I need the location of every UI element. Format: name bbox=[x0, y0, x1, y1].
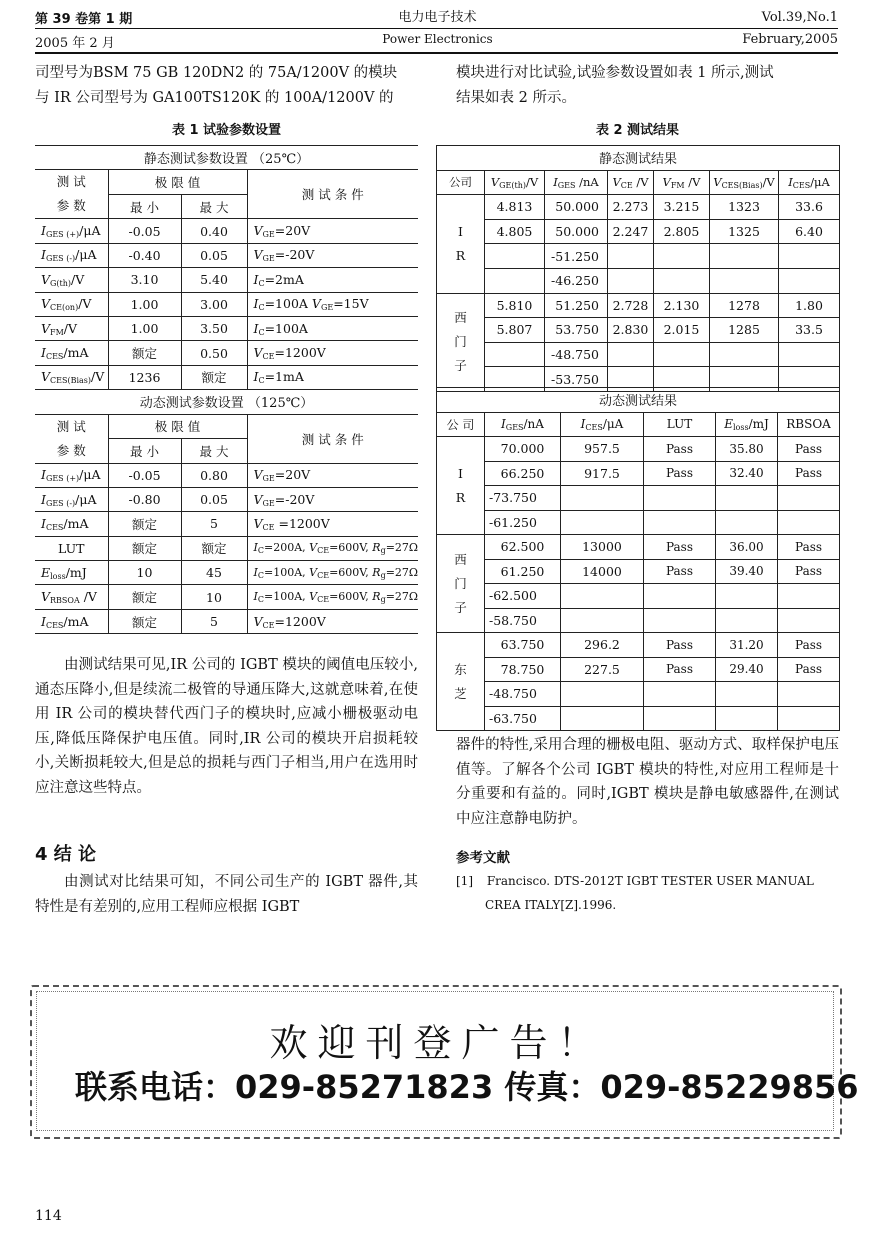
table2-value-cell bbox=[716, 682, 778, 707]
table1-min-cell: -0.80 bbox=[108, 487, 181, 511]
table2-value-cell: 14000 bbox=[561, 559, 644, 584]
table1-header-param: 测 试 bbox=[35, 414, 108, 439]
table2-header-cell: RBSOA bbox=[778, 412, 840, 437]
table1-cond-cell: $I_C=100A$, $V_{CE}=600V$, $R_g=27\Omega$ bbox=[247, 561, 418, 585]
page-number: 114 bbox=[35, 1208, 62, 1224]
table2-value-cell: 917.5 bbox=[561, 461, 644, 486]
table2-value-cell bbox=[608, 342, 654, 367]
table2-value-cell bbox=[561, 608, 644, 633]
right-body bbox=[456, 733, 839, 831]
table2-value-cell bbox=[485, 268, 545, 293]
table2-value-cell: 4.805 bbox=[485, 219, 545, 244]
table1-section-title: 动态测试参数设置 （125℃） bbox=[35, 390, 418, 414]
table2-value-cell bbox=[778, 486, 840, 511]
table2-value-cell: 50.000 bbox=[545, 219, 608, 244]
table1-max-cell: 0.05 bbox=[181, 487, 247, 511]
table2-value-cell bbox=[561, 706, 644, 731]
section-4-paragraph: 由测试对比结果可知，不同公司生产的 IGBT 器件,其特性是有差别的,应用工程师应根据 IGBT bbox=[35, 874, 418, 915]
table2-static-header-row bbox=[437, 170, 840, 195]
table2-dynamic-row bbox=[437, 535, 840, 560]
table2-value-cell: 1323 bbox=[710, 195, 779, 220]
table1-min-cell: -0.05 bbox=[108, 463, 181, 487]
table2-value-cell bbox=[710, 244, 779, 269]
table1-header-min: 最 小 bbox=[108, 439, 181, 464]
table2-value-cell: 33.6 bbox=[779, 195, 840, 220]
reference-line-2: CREA ITALY[Z].1996. bbox=[485, 898, 617, 912]
table1-param-cell: $V_{CES(Bias)}/V$ bbox=[35, 365, 108, 389]
table2-static-row bbox=[437, 293, 840, 318]
journal-date: 2005 年 2 月 bbox=[35, 36, 115, 51]
table1-cond-cell: $I_C=100A$ bbox=[247, 316, 418, 340]
table1-param-cell: $I_{GES (+)}/\mu A$ bbox=[35, 463, 108, 487]
table1-param-cell: $V_{CE(on)}/V$ bbox=[35, 292, 108, 316]
header-rule-thick bbox=[35, 52, 838, 54]
table1-max-cell: 3.00 bbox=[181, 292, 247, 316]
table2-value-cell: 296.2 bbox=[561, 633, 644, 658]
left-body-paragraph: 由测试结果可见,IR 公司的 IGBT 模块的阈值电压较小,通态压降小,但是续流二极管的导通压降大,这就意味着,在使用 IR 公司的模块替代西门子的模块时,应减小栅极驱动电压,降低压降保护电压值。同时,IR 公司的模块开启损耗较小,关断损耗较大,但是总的损耗与西门子相当,用户在选用时应注意这些特点。 bbox=[35, 657, 418, 796]
table1-cond-cell: $V_{CE} =1200V$ bbox=[247, 512, 418, 536]
table1-cond-cell: $I_C=100A$, $V_{CE}=600V$, $R_g=27\Omega$ bbox=[247, 585, 418, 609]
table1-max-cell: 额定 bbox=[181, 365, 247, 389]
table2-header-cell: $I_{GES}$ /nA bbox=[545, 170, 608, 195]
table1-row bbox=[35, 463, 418, 487]
table1-row bbox=[35, 536, 418, 560]
table1-row bbox=[35, 365, 418, 389]
table1-min-cell: -0.05 bbox=[108, 219, 181, 243]
table2-dynamic-row bbox=[437, 559, 840, 584]
table2-value-cell bbox=[710, 342, 779, 367]
table1-cond-cell: $V_{GE}=-20V$ bbox=[247, 243, 418, 267]
table2-value-cell: Pass bbox=[778, 657, 840, 682]
table2-value-cell: 227.5 bbox=[561, 657, 644, 682]
table2-value-cell bbox=[485, 244, 545, 269]
table1-header-param: 参 数 bbox=[35, 194, 108, 219]
table2-value-cell: 39.40 bbox=[716, 559, 778, 584]
table2-value-cell bbox=[716, 706, 778, 731]
table2-value-cell bbox=[561, 486, 644, 511]
table1-max-cell: 5 bbox=[181, 512, 247, 536]
table1-param-cell: $I_{GES (+)}/\mu A$ bbox=[35, 219, 108, 243]
table2-value-cell bbox=[779, 268, 840, 293]
table1-max-cell: 额定 bbox=[181, 536, 247, 560]
table2-dynamic-row bbox=[437, 657, 840, 682]
table2-dynamic-results bbox=[436, 387, 840, 731]
right-intro-line-1: 模块进行对比试验,试验参数设置如表 1 所示,测试 bbox=[456, 65, 774, 81]
table1-param-cell: $V_{RBSOA}$ /V bbox=[35, 585, 108, 609]
table2-value-cell: 2.015 bbox=[654, 318, 710, 343]
table2-value-cell: 1278 bbox=[710, 293, 779, 318]
table2-company-cell: I R bbox=[437, 195, 485, 293]
table2-dynamic-title: 动态测试结果 bbox=[437, 388, 840, 413]
table2-value-cell: 2.728 bbox=[608, 293, 654, 318]
table2-value-cell bbox=[778, 682, 840, 707]
table1-header-row bbox=[35, 414, 418, 439]
table1-cond-cell: $I_C=100A$ $V_{GE}=15V$ bbox=[247, 292, 418, 316]
table1-max-cell: 5.40 bbox=[181, 268, 247, 292]
table2-dynamic-row bbox=[437, 633, 840, 658]
table1-row bbox=[35, 609, 418, 633]
table2-value-cell bbox=[644, 706, 716, 731]
table2-value-cell: 31.20 bbox=[716, 633, 778, 658]
table2-value-cell bbox=[654, 268, 710, 293]
table1-param-cell: $V_{G(th)}/V$ bbox=[35, 268, 108, 292]
table2-value-cell: 5.807 bbox=[485, 318, 545, 343]
table2-dynamic-row bbox=[437, 682, 840, 707]
table2-static-row bbox=[437, 268, 840, 293]
table1-section-title: 静态测试参数设置 （25℃） bbox=[35, 146, 418, 170]
table2-value-cell bbox=[608, 268, 654, 293]
table2-static-body bbox=[437, 146, 840, 392]
table2-value-cell bbox=[654, 244, 710, 269]
table2-header-cell: $I_{GES}/nA$ bbox=[485, 412, 561, 437]
table1-header-min: 最 小 bbox=[108, 194, 181, 219]
table1-param-cell: $V_{FM}/V$ bbox=[35, 316, 108, 340]
reference-line-1: Francisco. DTS-2012T IGBT TESTER USER MANUAL bbox=[486, 874, 814, 888]
table2-value-cell: 53.750 bbox=[545, 318, 608, 343]
table2-value-cell: 2.130 bbox=[654, 293, 710, 318]
table2-value-cell bbox=[716, 608, 778, 633]
table1-param-cell: $E_{loss}/mJ$ bbox=[35, 561, 108, 585]
table2-header-cell: 公司 bbox=[437, 170, 485, 195]
table2-value-cell: Pass bbox=[778, 461, 840, 486]
section-4-body bbox=[35, 870, 418, 919]
table2-value-cell: Pass bbox=[778, 559, 840, 584]
table2-header-cell: $V_{CES(Bias)}/V$ bbox=[710, 170, 779, 195]
table2-value-cell bbox=[644, 682, 716, 707]
table2-value-cell bbox=[778, 584, 840, 609]
table2-value-cell bbox=[485, 342, 545, 367]
table2-dynamic-row bbox=[437, 486, 840, 511]
table1-header-row bbox=[35, 170, 418, 195]
table2-dynamic-header-row bbox=[437, 412, 840, 437]
table1-cond-cell: $V_{CE}=1200V$ bbox=[247, 609, 418, 633]
table2-value-cell: 33.5 bbox=[779, 318, 840, 343]
table2-value-cell bbox=[561, 510, 644, 535]
table2-value-cell: 51.250 bbox=[545, 293, 608, 318]
table2-value-cell bbox=[716, 584, 778, 609]
table2-value-cell: 32.40 bbox=[716, 461, 778, 486]
table2-value-cell: 1325 bbox=[710, 219, 779, 244]
right-intro-line-2: 结果如表 2 所示。 bbox=[456, 89, 576, 106]
table2-value-cell: 13000 bbox=[561, 535, 644, 560]
table2-value-cell: 61.250 bbox=[485, 559, 561, 584]
table1-header-cond: 测 试 条 件 bbox=[247, 170, 418, 219]
table1-row bbox=[35, 316, 418, 340]
table2-dynamic-row bbox=[437, 608, 840, 633]
left-intro-line-1: 司型号为BSM 75 GB 120DN2 的 75A/1200V 的模块 bbox=[35, 65, 398, 81]
table2-company-cell: 西 门 子 bbox=[437, 293, 485, 391]
table2-dynamic-row bbox=[437, 706, 840, 731]
table2-company-cell: 东 芝 bbox=[437, 633, 485, 731]
table1-caption: 表 1 试验参数设置 bbox=[171, 123, 282, 138]
table2-static-row bbox=[437, 318, 840, 343]
table2-value-cell: 2.247 bbox=[608, 219, 654, 244]
table2-value-cell: -63.750 bbox=[485, 706, 561, 731]
table1-min-cell: 3.10 bbox=[108, 268, 181, 292]
table2-value-cell: Pass bbox=[778, 535, 840, 560]
table2-value-cell bbox=[710, 268, 779, 293]
table2-value-cell: 35.80 bbox=[716, 437, 778, 462]
reference-item bbox=[456, 869, 841, 917]
advertisement-headline: 欢迎刊登广告！ bbox=[269, 1021, 606, 1065]
table2-value-cell bbox=[654, 342, 710, 367]
table1-max-cell: 45 bbox=[181, 561, 247, 585]
table2-header-cell: LUT bbox=[644, 412, 716, 437]
left-intro bbox=[35, 61, 418, 110]
table2-header-cell: $V_{FM}$ /V bbox=[654, 170, 710, 195]
table1-param-cell: $I_{GES (-)}/\mu A$ bbox=[35, 487, 108, 511]
table2-static-row bbox=[437, 342, 840, 367]
table1-cond-cell: $I_C=2mA$ bbox=[247, 268, 418, 292]
table1-param-cell: $I_{CES}/mA$ bbox=[35, 512, 108, 536]
journal-date-en: February,2005 bbox=[742, 32, 838, 47]
table1-row bbox=[35, 585, 418, 609]
table2-value-cell bbox=[778, 608, 840, 633]
table1-min-cell: 额定 bbox=[108, 585, 181, 609]
table2-value-cell: 29.40 bbox=[716, 657, 778, 682]
table2-static-title-row bbox=[437, 146, 840, 171]
table1-row bbox=[35, 219, 418, 243]
table2-static-title: 静态测试结果 bbox=[437, 146, 840, 171]
table1-min-cell: 1.00 bbox=[108, 292, 181, 316]
table2-static-row bbox=[437, 195, 840, 220]
table1-max-cell: 5 bbox=[181, 609, 247, 633]
reference-number: [1] bbox=[456, 874, 473, 888]
table2-value-cell: -73.750 bbox=[485, 486, 561, 511]
left-body bbox=[35, 653, 418, 801]
table2-value-cell: 5.810 bbox=[485, 293, 545, 318]
table1-min-cell: 10 bbox=[108, 561, 181, 585]
table1-header-max: 最 大 bbox=[181, 194, 247, 219]
advertisement-contact: 联系电话：029-85271823 传真：029-85229856 bbox=[75, 1068, 859, 1106]
table2-value-cell: 1285 bbox=[710, 318, 779, 343]
table2-value-cell: Pass bbox=[644, 461, 716, 486]
table1-cond-cell: $I_C=1mA$ bbox=[247, 365, 418, 389]
table2-value-cell: 2.830 bbox=[608, 318, 654, 343]
table2-header-cell: $V_{CE}$ /V bbox=[608, 170, 654, 195]
table2-value-cell: 957.5 bbox=[561, 437, 644, 462]
table1-cond-cell: $V_{GE}=-20V$ bbox=[247, 487, 418, 511]
table2-value-cell: Pass bbox=[778, 633, 840, 658]
table2-value-cell: 1.80 bbox=[779, 293, 840, 318]
table2-value-cell bbox=[561, 584, 644, 609]
table2-value-cell: -61.250 bbox=[485, 510, 561, 535]
table1-max-cell: 3.50 bbox=[181, 316, 247, 340]
table1-body bbox=[35, 146, 418, 634]
table2-static-row bbox=[437, 219, 840, 244]
table1-row bbox=[35, 487, 418, 511]
journal-title-en: Power Electronics bbox=[382, 32, 493, 46]
table2-company-cell: 西 门 子 bbox=[437, 535, 485, 633]
table1-row bbox=[35, 341, 418, 365]
table2-header-cell: $V_{GE(th)}/V$ bbox=[485, 170, 545, 195]
table1-param-cell: $I_{CES}/mA$ bbox=[35, 609, 108, 633]
table2-value-cell bbox=[716, 510, 778, 535]
table2-dynamic-row bbox=[437, 584, 840, 609]
table2-value-cell: -46.250 bbox=[545, 268, 608, 293]
table2-value-cell: 4.813 bbox=[485, 195, 545, 220]
table2-value-cell bbox=[608, 244, 654, 269]
table2-header-cell: 公 司 bbox=[437, 412, 485, 437]
table1-section-row bbox=[35, 146, 418, 170]
table2-value-cell: Pass bbox=[778, 437, 840, 462]
table2-value-cell: 3.215 bbox=[654, 195, 710, 220]
table2-value-cell: 63.750 bbox=[485, 633, 561, 658]
table1-cond-cell: $V_{GE}=20V$ bbox=[247, 219, 418, 243]
table1-min-cell: 额定 bbox=[108, 609, 181, 633]
table1-header-param: 测 试 bbox=[35, 170, 108, 195]
table1-row bbox=[35, 268, 418, 292]
table1-header-max: 最 大 bbox=[181, 439, 247, 464]
table2-company-cell: I R bbox=[437, 437, 485, 535]
table1-cond-cell: $I_C=200A$, $V_{CE}=600V$, $R_g=27\Omega$ bbox=[247, 536, 418, 560]
table1-max-cell: 0.05 bbox=[181, 243, 247, 267]
table1-section-row bbox=[35, 390, 418, 414]
table1-min-cell: 额定 bbox=[108, 512, 181, 536]
table1-max-cell: 0.50 bbox=[181, 341, 247, 365]
journal-volume: 第 39 卷第 1 期 bbox=[35, 12, 133, 27]
table1-cond-cell: $V_{GE}=20V$ bbox=[247, 463, 418, 487]
table2-value-cell bbox=[779, 342, 840, 367]
table2-value-cell: 62.500 bbox=[485, 535, 561, 560]
table1-cond-cell: $V_{CE}=1200V$ bbox=[247, 341, 418, 365]
table1-row bbox=[35, 512, 418, 536]
table2-value-cell: 36.00 bbox=[716, 535, 778, 560]
table2-static-row bbox=[437, 244, 840, 269]
table1-row bbox=[35, 561, 418, 585]
table2-dynamic-row bbox=[437, 461, 840, 486]
right-intro bbox=[456, 61, 839, 110]
table2-value-cell: Pass bbox=[644, 559, 716, 584]
table2-header-cell: $I_{CES}/\mu A$ bbox=[779, 170, 840, 195]
table2-header-cell: $I_{CES}/\mu A$ bbox=[561, 412, 644, 437]
table2-value-cell: 66.250 bbox=[485, 461, 561, 486]
table2-header-cell: $E_{loss}/mJ$ bbox=[716, 412, 778, 437]
table1-min-cell: -0.40 bbox=[108, 243, 181, 267]
table2-value-cell: Pass bbox=[644, 657, 716, 682]
table1-param-cell: $I_{CES}/mA$ bbox=[35, 341, 108, 365]
table2-value-cell: -48.750 bbox=[545, 342, 608, 367]
table2-value-cell: 2.273 bbox=[608, 195, 654, 220]
table2-dynamic-row bbox=[437, 510, 840, 535]
table2-value-cell: -58.750 bbox=[485, 608, 561, 633]
section-4-title: 4 结 论 bbox=[35, 844, 97, 865]
table2-value-cell: Pass bbox=[644, 633, 716, 658]
table2-value-cell: 70.000 bbox=[485, 437, 561, 462]
table2-caption: 表 2 测试结果 bbox=[595, 123, 680, 138]
table1-min-cell: 额定 bbox=[108, 536, 181, 560]
references-heading: 参考文献 bbox=[456, 850, 510, 866]
table1-header-cond: 测 试 条 件 bbox=[247, 414, 418, 463]
table2-value-cell bbox=[644, 486, 716, 511]
journal-title-cn: 电力电子技术 bbox=[398, 10, 477, 25]
table1-min-cell: 1236 bbox=[108, 365, 181, 389]
header-rule-thin bbox=[35, 28, 838, 29]
table2-value-cell: -51.250 bbox=[545, 244, 608, 269]
table1-min-cell: 1.00 bbox=[108, 316, 181, 340]
table2-value-cell: -53.750 bbox=[545, 367, 608, 392]
table1-header-limit: 极 限 值 bbox=[108, 170, 247, 195]
table2-value-cell bbox=[778, 510, 840, 535]
table2-value-cell: 78.750 bbox=[485, 657, 561, 682]
table1-param-cell: $I_{GES (-)}/\mu A$ bbox=[35, 243, 108, 267]
right-body-paragraph: 器件的特性,采用合理的栅极电阻、驱动方式、取样保护电压值等。了解各个公司 IGBT 模块的特性,对应用工程师是十分重要和有益的。同时,IGBT 模块是静电敏感器件,在测试中应注意静电防护。 bbox=[456, 737, 839, 827]
table1-max-cell: 10 bbox=[181, 585, 247, 609]
table1-min-cell: 额定 bbox=[108, 341, 181, 365]
table2-value-cell: 2.805 bbox=[654, 219, 710, 244]
table2-dynamic-body bbox=[437, 388, 840, 731]
table1-header-limit: 极 限 值 bbox=[108, 414, 247, 439]
table2-value-cell bbox=[779, 244, 840, 269]
journal-volume-en: Vol.39,No.1 bbox=[761, 10, 838, 25]
table2-static-results bbox=[436, 145, 840, 392]
table2-value-cell: -48.750 bbox=[485, 682, 561, 707]
table2-value-cell: Pass bbox=[644, 437, 716, 462]
table2-value-cell bbox=[644, 510, 716, 535]
table2-value-cell: Pass bbox=[644, 535, 716, 560]
table2-value-cell bbox=[716, 486, 778, 511]
table2-value-cell: 6.40 bbox=[779, 219, 840, 244]
table1-param-cell: LUT bbox=[35, 536, 108, 560]
left-intro-line-2: 与 IR 公司型号为 GA100TS120K 的 100A/1200V 的 bbox=[35, 89, 394, 106]
table1-parameters bbox=[35, 145, 418, 634]
table2-value-cell: 50.000 bbox=[545, 195, 608, 220]
table2-dynamic-row bbox=[437, 437, 840, 462]
table1-max-cell: 0.80 bbox=[181, 463, 247, 487]
table2-value-cell bbox=[644, 608, 716, 633]
table2-dynamic-title-row bbox=[437, 388, 840, 413]
table1-row bbox=[35, 292, 418, 316]
table2-value-cell bbox=[778, 706, 840, 731]
table2-value-cell: -62.500 bbox=[485, 584, 561, 609]
table2-value-cell bbox=[644, 584, 716, 609]
table2-value-cell bbox=[561, 682, 644, 707]
table1-max-cell: 0.40 bbox=[181, 219, 247, 243]
table1-header-param: 参 数 bbox=[35, 439, 108, 464]
table1-row bbox=[35, 243, 418, 267]
